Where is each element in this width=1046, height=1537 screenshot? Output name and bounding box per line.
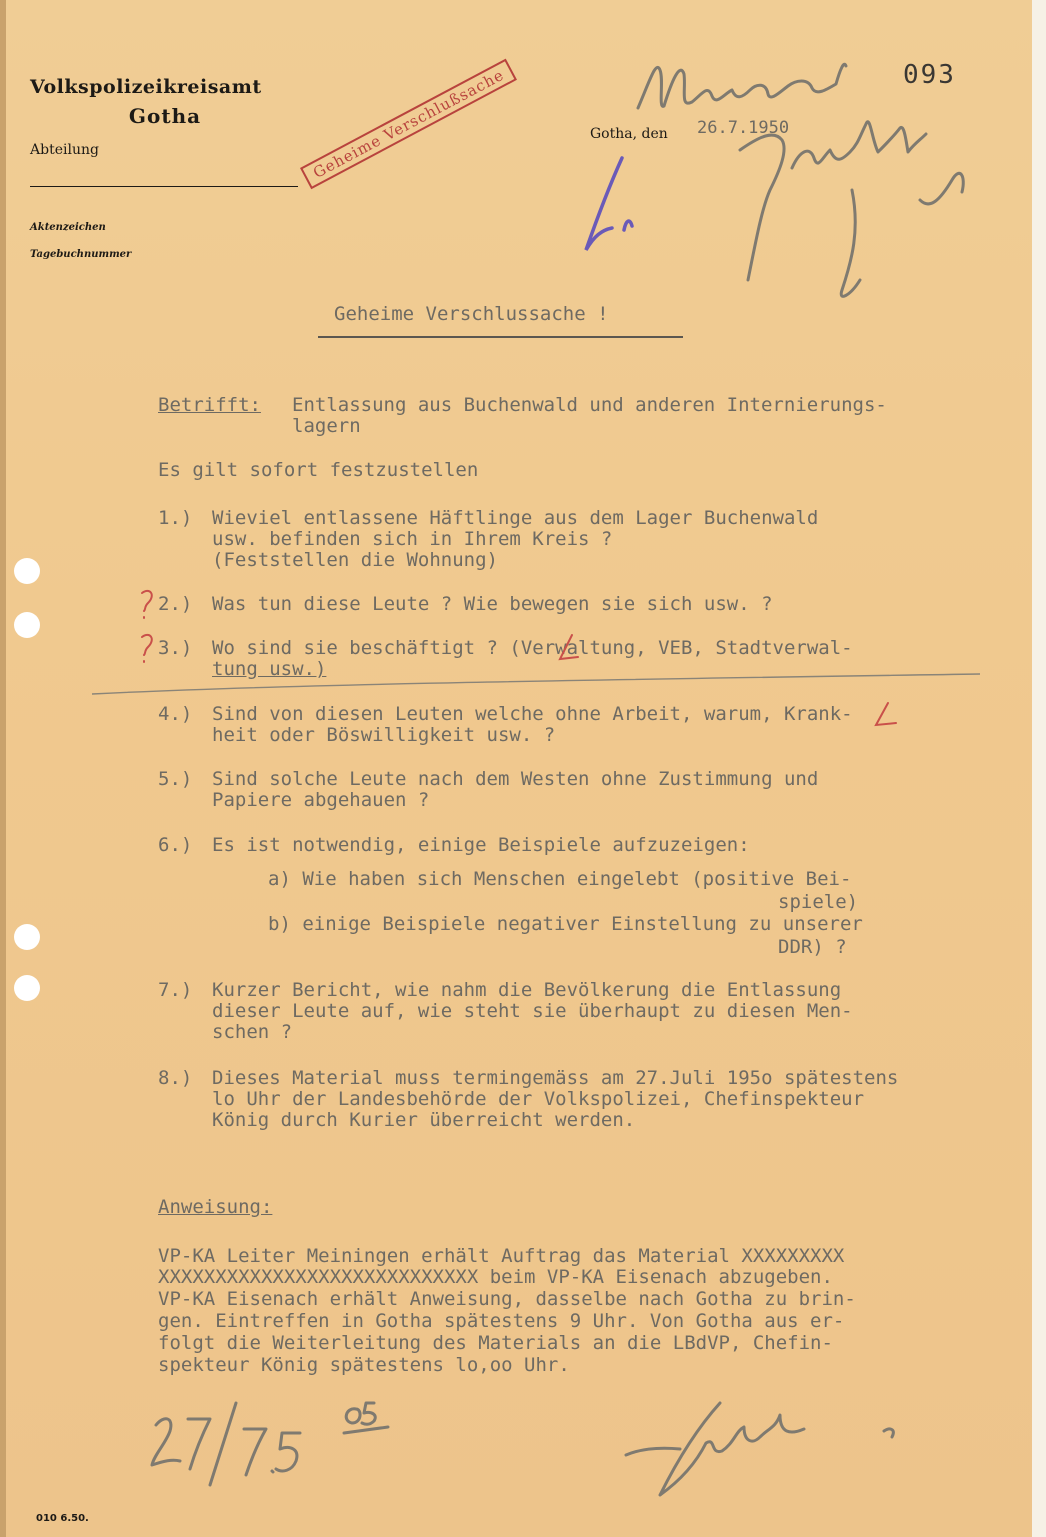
letterhead-diary-number: Tagebuchnummer bbox=[30, 249, 132, 260]
item-text: Kurzer Bericht, wie nahm die Bevölkerung die Entlassung bbox=[212, 979, 842, 1001]
item-text: Dieses Material muss termingemäss am 27.Juli 195o spätestens bbox=[212, 1067, 899, 1089]
item-text: dieser Leute auf, wie steht sie überhaupt zu diesen Men- bbox=[212, 1000, 853, 1022]
document-number: 093 bbox=[903, 60, 956, 90]
subject-line: Entlassung aus Buchenwald und anderen Internierungs- bbox=[292, 394, 887, 416]
item-number: 1.) bbox=[158, 507, 193, 529]
item-text: schen ? bbox=[212, 1021, 293, 1043]
item-subpoint: DDR) ? bbox=[778, 936, 847, 958]
item-number: 7.) bbox=[158, 979, 193, 1001]
instruction-text: VP-KA Leiter Meiningen erhält Auftrag das Material XXXXXXXXX bbox=[158, 1245, 845, 1267]
punch-hole bbox=[14, 924, 40, 950]
item-subpoint: b) einige Beispiele negativer Einstellung zu unserer bbox=[268, 913, 863, 935]
item-text: tung usw.) bbox=[212, 658, 327, 680]
item-number: 6.) bbox=[158, 834, 193, 856]
letterhead-rule bbox=[30, 186, 298, 187]
item-text: lo Uhr der Landesbehörde der Volkspolizei, Chefinspekteur bbox=[212, 1088, 865, 1110]
heading-underline bbox=[318, 336, 683, 338]
item-text: Wieviel entlassene Häftlinge aus dem Lager Buchenwald bbox=[212, 507, 819, 529]
item-text: (Feststellen die Wohnung) bbox=[212, 549, 498, 571]
page-left-edge bbox=[0, 0, 6, 1537]
letterhead-city: Gotha bbox=[128, 104, 202, 128]
handwritten-annotation-top bbox=[560, 40, 1000, 340]
item-text: usw. befinden sich in Ihrem Kreis ? bbox=[212, 528, 613, 550]
item-text: Sind solche Leute nach dem Westen ohne Zustimmung und bbox=[212, 768, 819, 790]
subject-line: lagern bbox=[292, 415, 361, 437]
instruction-text: XXXXXXXXXXXXXXXXXXXXXXXXXXXX beim VP-KA Eisenach abzugeben. bbox=[158, 1266, 833, 1288]
item-text: Es ist notwendig, einige Beispiele aufzuzeigen: bbox=[212, 834, 750, 856]
item-subpoint: a) Wie haben sich Menschen eingelebt (positive Bei- bbox=[268, 868, 852, 890]
instruction-text: VP-KA Eisenach erhält Anweisung, dasselbe nach Gotha zu brin- bbox=[158, 1288, 856, 1310]
letterhead-organization: Volkspolizeikreisamt bbox=[30, 76, 262, 98]
instruction-text: spekteur König spätestens lo,oo Uhr. bbox=[158, 1354, 570, 1376]
form-code: 010 6.50. bbox=[36, 1513, 89, 1524]
item-number: 8.) bbox=[158, 1067, 193, 1089]
item-text: Was tun diese Leute ? Wie bewegen sie sich usw. ? bbox=[212, 593, 773, 615]
item-number: 4.) bbox=[158, 703, 193, 725]
intro-text: Es gilt sofort festzustellen bbox=[158, 459, 479, 481]
item-subpoint: spiele) bbox=[778, 891, 859, 913]
item-number: 5.) bbox=[158, 768, 193, 790]
document-date: 26.7.1950 bbox=[697, 118, 790, 138]
punch-hole bbox=[14, 612, 40, 638]
item-number: 2.) bbox=[158, 593, 193, 615]
item-text: Papiere abgehauen ? bbox=[212, 789, 430, 811]
instruction-label: Anweisung: bbox=[158, 1196, 273, 1218]
punch-hole bbox=[14, 975, 40, 1001]
punch-hole bbox=[14, 558, 40, 584]
subject-label: Betrifft: bbox=[158, 394, 261, 416]
instruction-text: folgt die Weiterleitung des Materials an die LBdVP, Chefin- bbox=[158, 1332, 833, 1354]
handwritten-annotation-bottom bbox=[140, 1385, 920, 1525]
letterhead-department: Abteilung bbox=[30, 142, 99, 158]
place-date-label: Gotha, den bbox=[590, 126, 668, 142]
item-text: heit oder Böswilligkeit usw. ? bbox=[212, 724, 556, 746]
pencil-strike-line bbox=[90, 670, 990, 710]
classification-stamp: Geheime Verschlußsache bbox=[300, 58, 517, 189]
instruction-text: gen. Eintreffen in Gotha spätestens 9 Uhr. Von Gotha aus er- bbox=[158, 1310, 845, 1332]
item-number: 3.) bbox=[158, 637, 193, 659]
page-right-edge bbox=[1032, 0, 1046, 1537]
item-text: Wo sind sie beschäftigt ? (Verwaltung, VEB, Stadtverwal- bbox=[212, 637, 853, 659]
document-heading: Geheime Verschlussache ! bbox=[334, 303, 609, 325]
item-text: König durch Kurier überreicht werden. bbox=[212, 1109, 636, 1131]
letterhead-file-ref: Aktenzeichen bbox=[30, 222, 106, 233]
letterhead bbox=[30, 76, 300, 260]
item-text: Sind von diesen Leuten welche ohne Arbeit, warum, Krank- bbox=[212, 703, 853, 725]
